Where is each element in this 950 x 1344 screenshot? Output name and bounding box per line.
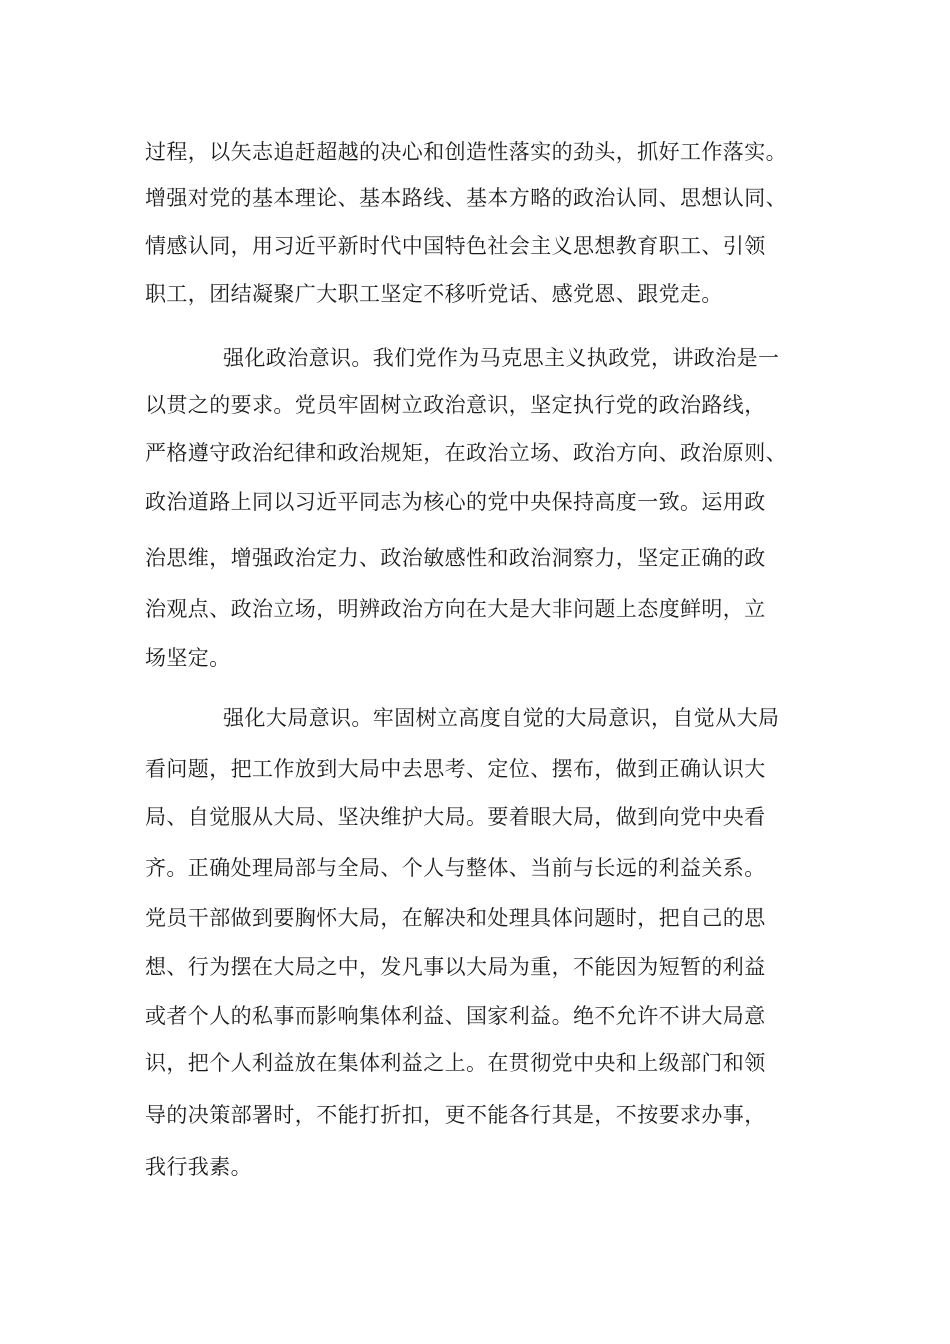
text-line: 增强对党的基本理论、基本路线、基本方略的政治认同、思想认同、 — [145, 186, 787, 210]
text-line: 强化政治意识。我们党作为马克思主义执政党，讲政治是一 — [223, 346, 780, 370]
text-line: 场坚定。 — [145, 646, 231, 670]
text-line: 情感认同，用习近平新时代中国特色社会主义思想教育职工、引领 — [145, 234, 766, 258]
text-line: 职工，团结凝聚广大职工坚定不移听党话、感党恩、跟党走。 — [145, 282, 723, 306]
text-line: 政治道路上同以习近平同志为核心的党中央保持高度一致。运用政 — [145, 490, 766, 514]
text-line: 或者个人的私事而影响集体利益、国家利益。绝不允许不讲大局意 — [145, 1004, 766, 1028]
text-line: 党员干部做到要胸怀大局，在解决和处理具体问题时，把自己的思 — [145, 906, 766, 930]
text-line: 以贯之的要求。党员牢固树立政治意识，坚定执行党的政治路线， — [145, 393, 766, 417]
text-line: 我行我素。 — [145, 1155, 252, 1179]
text-line: 治思维，增强政治定力、政治敏感性和政治洞察力，坚定正确的政 — [145, 546, 766, 570]
text-line: 想、行为摆在大局之中，发凡事以大局为重，不能因为短暂的利益 — [145, 955, 766, 979]
text-line: 强化大局意识。牢固树立高度自觉的大局意识，自觉从大局 — [223, 706, 780, 730]
text-line: 导的决策部署时，不能打折扣，更不能各行其是，不按要求办事， — [145, 1103, 766, 1127]
text-line: 过程，以矢志追赶超越的决心和创造性落实的劲头，抓好工作落实。 — [145, 140, 787, 164]
text-line: 局、自觉服从大局、坚决维护大局。要着眼大局，做到向党中央看 — [145, 805, 766, 829]
text-line: 识，把个人利益放在集体利益之上。在贯彻党中央和上级部门和领 — [145, 1051, 766, 1075]
text-line: 齐。正确处理局部与全局、个人与整体、当前与长远的利益关系。 — [145, 856, 766, 880]
text-line: 严格遵守政治纪律和政治规矩，在政治立场、政治方向、政治原则、 — [145, 441, 787, 465]
text-line: 看问题，把工作放到大局中去思考、定位、摆布，做到正确认识大 — [145, 757, 766, 781]
text-line: 治观点、政治立场，明辨政治方向在大是大非问题上态度鲜明，立 — [145, 597, 766, 621]
